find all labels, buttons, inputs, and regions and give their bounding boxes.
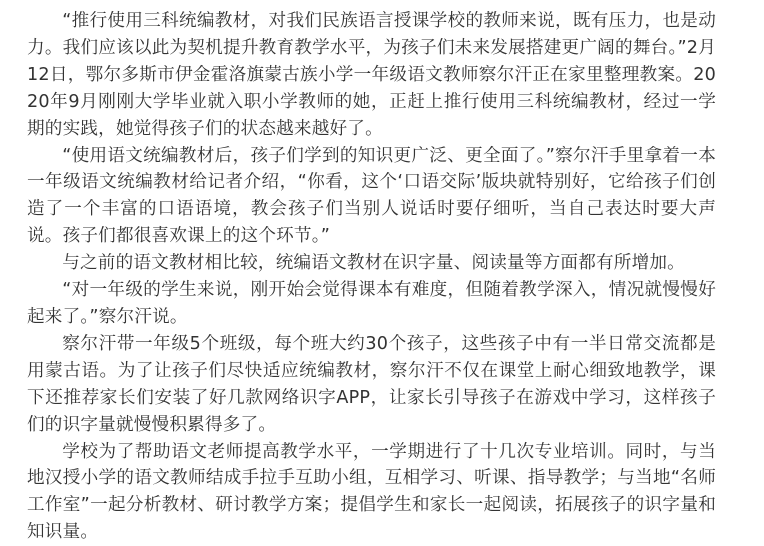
article-paragraph-1: “推行使用三科统编教材，对我们民族语言授课学校的教师来说，既有压力，也是动力。我们应该以此为契机提升教育教学水平，为孩子们未来发展搭建更广阔的舞台。”2月12日，鄂尔多斯市伊金霍洛旗蒙古族小学一年级语文教师察尔汗正在家里整理教案。2020年9月刚刚大学毕业就入职小学教师的她，正赶上推行使用三科统编教材，经过一学期的实践，她觉得孩子们的状态越来越好了。	[27, 8, 716, 143]
article-paragraph-5: 察尔汗带一年级5个班级，每个班大约30个孩子，这些孩子中有一半日常交流都是用蒙古语。为了让孩子们尽快适应统编教材，察尔汗不仅在课堂上耐心细致地教学，课下还推荐家长们安装了好几款网络识字APP，让家长引导孩子在游戏中学习，这样孩子们的识字量就慢慢积累得多了。	[27, 331, 716, 439]
article-paragraph-2: “使用语文统编教材后，孩子们学到的知识更广泛、更全面了。”察尔汗手里拿着一本一年级语文统编教材给记者介绍，“你看，这个‘口语交际’版块就特别好，它给孩子们创造了一个丰富的口语语境，教会孩子们当别人说话时要仔细听，当自己表达时要大声说。孩子们都很喜欢课上的这个环节。”	[27, 143, 716, 251]
article-paragraph-3: 与之前的语文教材相比较，统编语文教材在识字量、阅读量等方面都有所增加。	[27, 250, 716, 277]
article-paragraph-4: “对一年级的学生来说，刚开始会觉得课本有难度，但随着教学深入，情况就慢慢好起来了。”察尔汗说。	[27, 277, 716, 331]
article-paragraph-6: 学校为了帮助语文老师提高教学水平，一学期进行了十几次专业培训。同时，与当地汉授小学的语文教师结成手拉手互助小组，互相学习、听课、指导教学；与当地“名师工作室”一起分析教材、研讨教学方案；提倡学生和家长一起阅读，拓展孩子的识字量和知识量。	[27, 439, 716, 546]
